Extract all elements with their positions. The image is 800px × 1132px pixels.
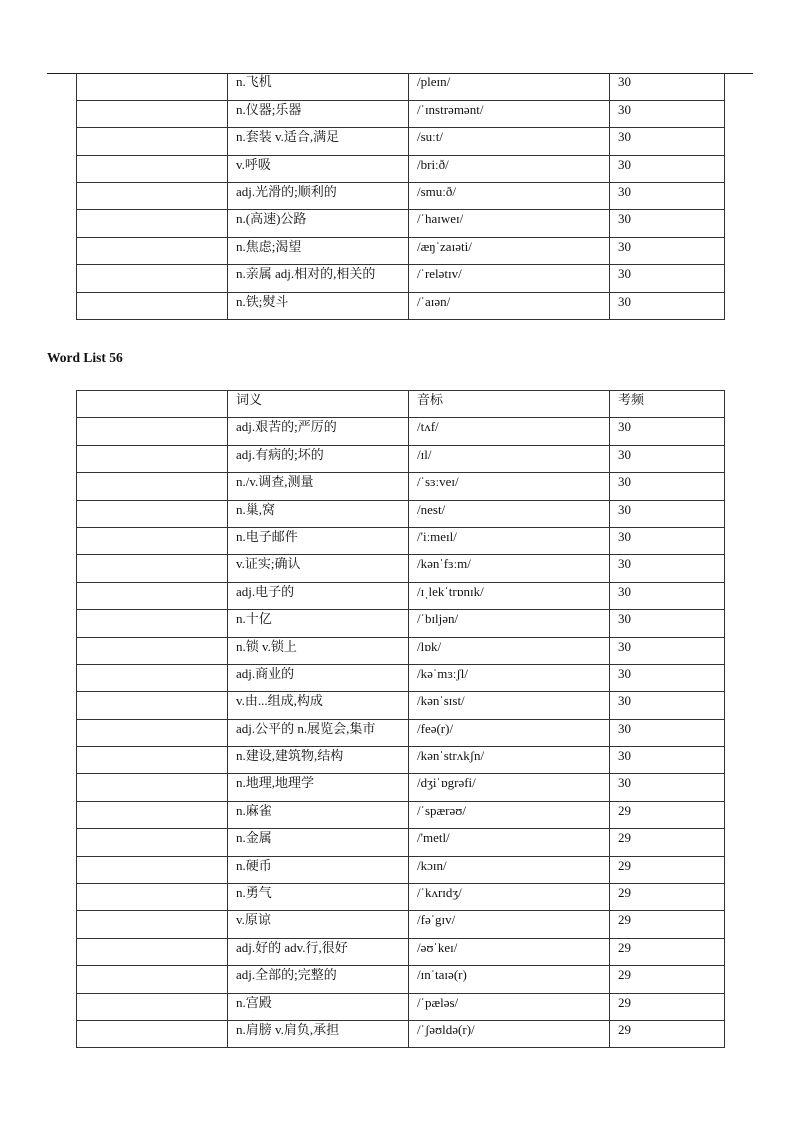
word-cell bbox=[77, 719, 228, 746]
frequency-cell: 30 bbox=[610, 774, 725, 801]
frequency-cell: 29 bbox=[610, 911, 725, 938]
phonetic-cell: /tʌf/ bbox=[409, 418, 610, 445]
table-row bbox=[77, 664, 725, 691]
meaning-cell: n.勇气 bbox=[228, 884, 409, 911]
word-cell bbox=[77, 183, 228, 210]
frequency-cell: 30 bbox=[610, 100, 725, 127]
phonetic-cell: /ˈaɪən/ bbox=[409, 292, 610, 319]
meaning-cell: n.电子邮件 bbox=[228, 527, 409, 554]
phonetic-cell: /kəˈmɜːʃl/ bbox=[409, 664, 610, 691]
table-header-row bbox=[77, 391, 725, 418]
frequency-cell: 30 bbox=[610, 473, 725, 500]
table-row bbox=[77, 582, 725, 609]
meaning-cell: n.巢,窝 bbox=[228, 500, 409, 527]
table-row bbox=[77, 966, 725, 993]
table-row bbox=[77, 993, 725, 1020]
table-row bbox=[77, 692, 725, 719]
frequency-cell: 30 bbox=[610, 500, 725, 527]
frequency-cell: 30 bbox=[610, 582, 725, 609]
header-phonetic-cell: 音标 bbox=[409, 391, 610, 418]
table-row bbox=[77, 610, 725, 637]
phonetic-cell: /kənˈfɜːm/ bbox=[409, 555, 610, 582]
meaning-cell: n.硬币 bbox=[228, 856, 409, 883]
meaning-cell: v.原谅 bbox=[228, 911, 409, 938]
table-row bbox=[77, 774, 725, 801]
meaning-cell: n.(高速)公路 bbox=[228, 210, 409, 237]
phonetic-cell: /kɔɪn/ bbox=[409, 856, 610, 883]
meaning-cell: n.套装 v.适合,满足 bbox=[228, 128, 409, 155]
word-cell bbox=[77, 155, 228, 182]
phonetic-cell: /ˈsɜːveɪ/ bbox=[409, 473, 610, 500]
meaning-cell: n.肩膀 v.肩负,承担 bbox=[228, 1020, 409, 1047]
meaning-cell: adj.公平的 n.展览会,集市 bbox=[228, 719, 409, 746]
frequency-cell: 29 bbox=[610, 966, 725, 993]
vocab-table-continued bbox=[76, 73, 725, 320]
table-row bbox=[77, 210, 725, 237]
phonetic-cell: /feə(r)/ bbox=[409, 719, 610, 746]
phonetic-cell: /ˈhaɪweɪ/ bbox=[409, 210, 610, 237]
phonetic-cell: /kənˈsɪst/ bbox=[409, 692, 610, 719]
frequency-cell: 30 bbox=[610, 692, 725, 719]
phonetic-cell: /ɪnˈtaɪə(r) bbox=[409, 966, 610, 993]
table-row bbox=[77, 155, 725, 182]
table-row bbox=[77, 418, 725, 445]
phonetic-cell: /kənˈstrʌkʃn/ bbox=[409, 747, 610, 774]
table-row bbox=[77, 473, 725, 500]
meaning-cell: n./v.调查,测量 bbox=[228, 473, 409, 500]
phonetic-cell: /nest/ bbox=[409, 500, 610, 527]
table-row bbox=[77, 829, 725, 856]
word-cell bbox=[77, 829, 228, 856]
table-row bbox=[77, 500, 725, 527]
phonetic-cell: /ˈbɪljən/ bbox=[409, 610, 610, 637]
table-row bbox=[77, 445, 725, 472]
table-row bbox=[77, 938, 725, 965]
meaning-cell: adj.电子的 bbox=[228, 582, 409, 609]
phonetic-cell: /'iːmeɪl/ bbox=[409, 527, 610, 554]
phonetic-cell: /smuːð/ bbox=[409, 183, 610, 210]
word-cell bbox=[77, 801, 228, 828]
header-meaning-cell: 词义 bbox=[228, 391, 409, 418]
word-cell bbox=[77, 527, 228, 554]
phonetic-cell: /briːð/ bbox=[409, 155, 610, 182]
table-row bbox=[77, 637, 725, 664]
table-row bbox=[77, 73, 725, 100]
phonetic-cell: /ɪl/ bbox=[409, 445, 610, 472]
meaning-cell: n.建设,建筑物,结构 bbox=[228, 747, 409, 774]
phonetic-cell: /fəˈgɪv/ bbox=[409, 911, 610, 938]
phonetic-cell: /əʊˈkeɪ/ bbox=[409, 938, 610, 965]
table-row bbox=[77, 719, 725, 746]
word-cell bbox=[77, 418, 228, 445]
frequency-cell: 30 bbox=[610, 292, 725, 319]
frequency-cell: 29 bbox=[610, 829, 725, 856]
word-cell bbox=[77, 445, 228, 472]
frequency-cell: 30 bbox=[610, 210, 725, 237]
frequency-cell: 30 bbox=[610, 637, 725, 664]
frequency-cell: 30 bbox=[610, 610, 725, 637]
frequency-cell: 29 bbox=[610, 993, 725, 1020]
meaning-cell: v.由...组成,构成 bbox=[228, 692, 409, 719]
frequency-cell: 29 bbox=[610, 938, 725, 965]
meaning-cell: n.地理,地理学 bbox=[228, 774, 409, 801]
phonetic-cell: /suːt/ bbox=[409, 128, 610, 155]
meaning-cell: adj.有病的;坏的 bbox=[228, 445, 409, 472]
phonetic-cell: /ˈspærəʊ/ bbox=[409, 801, 610, 828]
word-cell bbox=[77, 473, 228, 500]
frequency-cell: 30 bbox=[610, 155, 725, 182]
table-row bbox=[77, 237, 725, 264]
table-row bbox=[77, 265, 725, 292]
table-row bbox=[77, 527, 725, 554]
frequency-cell: 30 bbox=[610, 719, 725, 746]
table-row bbox=[77, 884, 725, 911]
meaning-cell: adj.商业的 bbox=[228, 664, 409, 691]
word-cell bbox=[77, 1020, 228, 1047]
table-row bbox=[77, 292, 725, 319]
frequency-cell: 30 bbox=[610, 183, 725, 210]
word-cell bbox=[77, 774, 228, 801]
table-row bbox=[77, 100, 725, 127]
table-row bbox=[77, 801, 725, 828]
phonetic-cell: /ˈpæləs/ bbox=[409, 993, 610, 1020]
frequency-cell: 29 bbox=[610, 1020, 725, 1047]
word-cell bbox=[77, 500, 228, 527]
word-cell bbox=[77, 265, 228, 292]
word-cell bbox=[77, 993, 228, 1020]
word-cell bbox=[77, 747, 228, 774]
header-word-cell bbox=[77, 391, 228, 418]
meaning-cell: n.亲属 adj.相对的,相关的 bbox=[228, 265, 409, 292]
word-cell bbox=[77, 938, 228, 965]
phonetic-cell: /dʒiˈɒgrəfi/ bbox=[409, 774, 610, 801]
frequency-cell: 30 bbox=[610, 664, 725, 691]
phonetic-cell: /ˈrelətɪv/ bbox=[409, 265, 610, 292]
phonetic-cell: /ɪˌlekˈtrɒnɪk/ bbox=[409, 582, 610, 609]
meaning-cell: n.金属 bbox=[228, 829, 409, 856]
frequency-cell: 30 bbox=[610, 747, 725, 774]
meaning-cell: v.呼吸 bbox=[228, 155, 409, 182]
phonetic-cell: /æŋˈzaɪəti/ bbox=[409, 237, 610, 264]
word-cell bbox=[77, 210, 228, 237]
phonetic-cell: /ˈkʌrɪdʒ/ bbox=[409, 884, 610, 911]
meaning-cell: adj.光滑的;顺利的 bbox=[228, 183, 409, 210]
frequency-cell: 30 bbox=[610, 265, 725, 292]
table-row bbox=[77, 856, 725, 883]
word-cell bbox=[77, 100, 228, 127]
frequency-cell: 30 bbox=[610, 555, 725, 582]
word-cell bbox=[77, 692, 228, 719]
header-frequency-cell: 考频 bbox=[610, 391, 725, 418]
phonetic-cell: /lɒk/ bbox=[409, 637, 610, 664]
word-cell bbox=[77, 237, 228, 264]
word-cell bbox=[77, 966, 228, 993]
meaning-cell: n.锁 v.锁上 bbox=[228, 637, 409, 664]
section-heading: Word List 56 bbox=[47, 350, 123, 365]
frequency-cell: 30 bbox=[610, 237, 725, 264]
phonetic-cell: /ˈʃəʊldə(r)/ bbox=[409, 1020, 610, 1047]
word-cell bbox=[77, 73, 228, 100]
frequency-cell: 29 bbox=[610, 884, 725, 911]
table-row bbox=[77, 1020, 725, 1047]
frequency-cell: 30 bbox=[610, 73, 725, 100]
word-cell bbox=[77, 292, 228, 319]
phonetic-cell: /'metl/ bbox=[409, 829, 610, 856]
phonetic-cell: /ˈɪnstrəmənt/ bbox=[409, 100, 610, 127]
meaning-cell: n.焦虑;渴望 bbox=[228, 237, 409, 264]
meaning-cell: n.宫殿 bbox=[228, 993, 409, 1020]
word-cell bbox=[77, 555, 228, 582]
vocab-table-word-list-56 bbox=[76, 390, 725, 1048]
meaning-cell: v.证实;确认 bbox=[228, 555, 409, 582]
word-cell bbox=[77, 884, 228, 911]
table-row bbox=[77, 555, 725, 582]
frequency-cell: 29 bbox=[610, 801, 725, 828]
word-cell bbox=[77, 637, 228, 664]
meaning-cell: n.仪器;乐器 bbox=[228, 100, 409, 127]
meaning-cell: n.飞机 bbox=[228, 73, 409, 100]
frequency-cell: 30 bbox=[610, 527, 725, 554]
word-cell bbox=[77, 856, 228, 883]
meaning-cell: n.铁;熨斗 bbox=[228, 292, 409, 319]
table-row bbox=[77, 183, 725, 210]
table-row bbox=[77, 128, 725, 155]
meaning-cell: adj.全部的;完整的 bbox=[228, 966, 409, 993]
frequency-cell: 30 bbox=[610, 445, 725, 472]
frequency-cell: 30 bbox=[610, 128, 725, 155]
phonetic-cell: /pleɪn/ bbox=[409, 73, 610, 100]
frequency-cell: 30 bbox=[610, 418, 725, 445]
meaning-cell: n.十亿 bbox=[228, 610, 409, 637]
meaning-cell: n.麻雀 bbox=[228, 801, 409, 828]
table-row bbox=[77, 747, 725, 774]
word-cell bbox=[77, 128, 228, 155]
meaning-cell: adj.艰苦的;严厉的 bbox=[228, 418, 409, 445]
frequency-cell: 29 bbox=[610, 856, 725, 883]
meaning-cell: adj.好的 adv.行,很好 bbox=[228, 938, 409, 965]
table-row bbox=[77, 911, 725, 938]
word-cell bbox=[77, 911, 228, 938]
word-cell bbox=[77, 582, 228, 609]
word-cell bbox=[77, 610, 228, 637]
word-cell bbox=[77, 664, 228, 691]
